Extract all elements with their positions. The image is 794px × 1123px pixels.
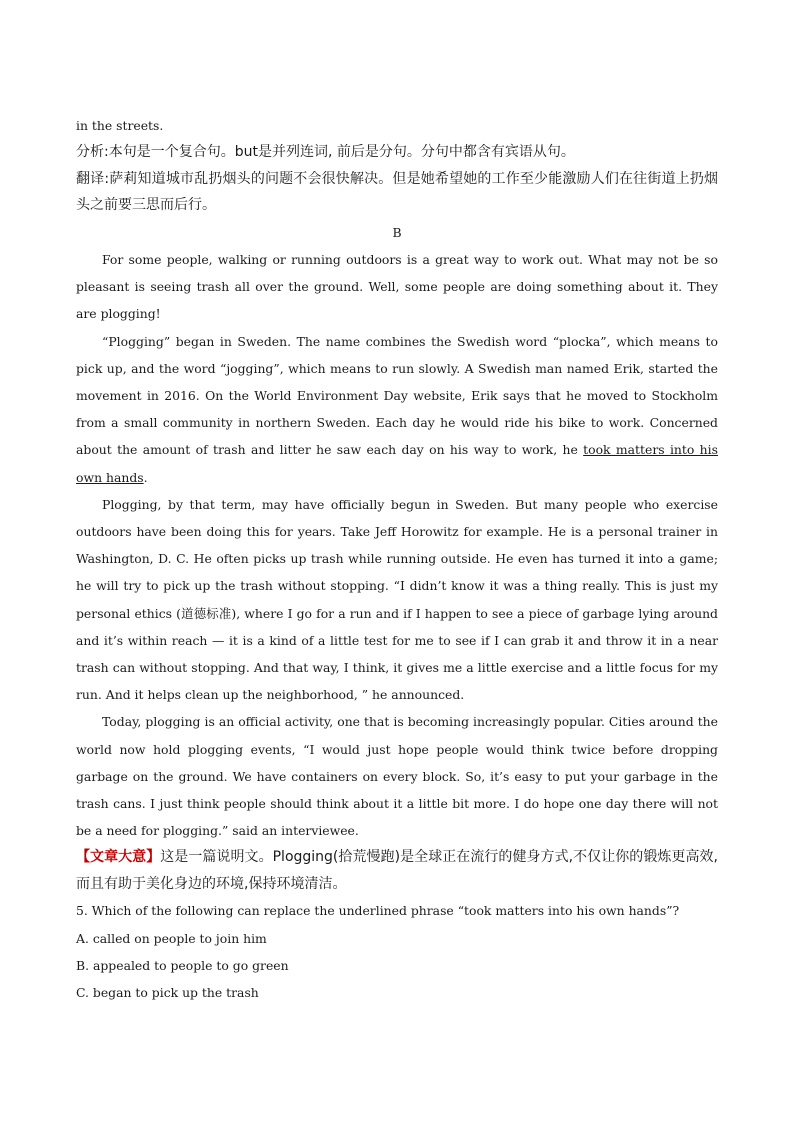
article-summary: [76, 844, 718, 897]
sentence-analysis: 分析:本句是一个复合句。but是并列连词, 前后是分句。分句中都含有宾语从句。: [76, 144, 575, 161]
summary-tag: 【文章大意】: [76, 849, 161, 866]
passage-label: B: [392, 224, 402, 240]
sentence-translation: 翻译:萨莉知道城市乱扔烟头的问题不会很快解决。但是她希望她的工作至少能激励人们在往街道上扔烟头之前要三思而后行。: [76, 170, 718, 214]
question-stem: 5. Which of the following can replace the underlined phrase “took matters into his own hands”?: [76, 903, 680, 919]
passage-paragraph-1: For some people, walking or running outdoors is a great way to work out. What may not be so pleasant is seeing trash all over the ground. Well, some people are doing something about it. They are plogging!: [76, 251, 718, 322]
paragraph-2-end: .: [143, 469, 148, 485]
previous-passage-tail: in the streets.: [76, 118, 164, 133]
option-c: C. began to pick up the trash: [76, 984, 259, 1000]
option-a: A. called on people to join him: [76, 930, 267, 946]
option-b: B. appealed to people to go green: [76, 957, 289, 973]
underlined-phrase: took matters into his own hands: [76, 442, 718, 485]
passage-paragraph-3: Plogging, by that term, may have officially begun in Sweden. But many people who exercise outdoors have been doing this for years. Take Jeff Horowitz for example. He is a personal trainer in Washington, D. C. He often picks up trash while running outside. He even has turned it into a game; he will try to pick up the trash without stopping. “I didn’t know it was a thing really. This is just my personal ethics (道德标准), where I go for a run and if I happen to see a piece of garbage lying around and it’s within reach — it is a kind of a little test for me to see if I can grab it and throw it in a near trash can without stopping. And that way, I think, it gives me a little exercise and a little focus for my run. And it helps clean up the neighborhood, ” he announced.: [76, 496, 718, 703]
document-page: [76, 112, 718, 1006]
summary-text: 这是一篇说明文。Plogging(拾荒慢跑)是全球正在流行的健身方式,不仅让你的锻炼更高效,而且有助于美化身边的环境,保持环境清洁。: [76, 849, 718, 892]
paragraph-2-text: “Plogging” began in Sweden. The name combines the Swedish word “plocka”, which means to pick up, and the word “jogging”, which means to run slowly. A Swedish man named Erik, started the movement in 2016. On the World Environment Day website, Erik says that he moved to Stockholm from a small community in northern Sweden. Each day he would ride his bike to work. Concerned about the amount of trash and litter he saw each day on his way to work, he: [76, 333, 718, 458]
passage-paragraph-4: Today, plogging is an official activity, one that is becoming increasingly popular. Cities around the world now hold plogging events, “I would just hope people would think twice before dropping garbage on the ground. We have containers on every block. So, it’s easy to put your garbage in the trash cans. I just think people should think about it a little bit more. I do hope one day there will not be a need for plogging.” said an interviewee.: [76, 714, 718, 839]
passage-paragraph-2: [76, 328, 718, 491]
